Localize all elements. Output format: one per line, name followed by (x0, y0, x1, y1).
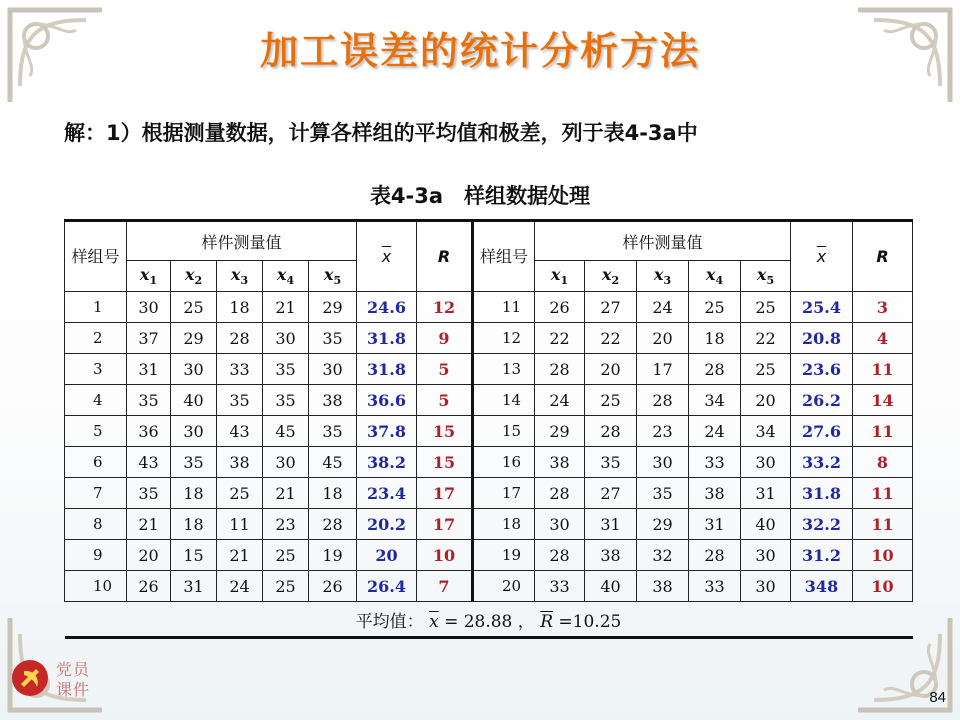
measurement-cell: 25 (585, 385, 637, 416)
measurement-cell: 43 (217, 416, 263, 447)
summary-row (65, 602, 913, 638)
measurement-cell: 18 (217, 292, 263, 323)
measurement-cell: 26 (309, 571, 357, 602)
header-range-left: R (417, 221, 473, 292)
measurement-cell: 19 (309, 540, 357, 571)
measurement-cell: 22 (585, 323, 637, 354)
table-row (65, 292, 913, 323)
measurement-cell: 35 (127, 385, 171, 416)
measurement-cell: 28 (309, 509, 357, 540)
summary-cell (65, 602, 913, 638)
header-var-x2: $x_2$ (585, 261, 637, 292)
measurement-cell: 31 (171, 571, 217, 602)
measurement-cell: 30 (263, 323, 309, 354)
summary-label: 平均值： (355, 611, 424, 632)
range-cell: 10 (417, 540, 473, 571)
mean-cell: 348 (791, 571, 853, 602)
page-number: 84 (929, 689, 946, 706)
measurement-cell: 24 (535, 385, 585, 416)
range-cell: 9 (417, 323, 473, 354)
measurement-cell: 28 (535, 540, 585, 571)
measurement-cell: 11 (217, 509, 263, 540)
measurement-cell: 25 (689, 292, 741, 323)
group-id-cell: 17 (473, 478, 535, 509)
measurement-cell: 35 (127, 478, 171, 509)
summary-xbar-symbol: $\overline{x}$ (429, 611, 439, 632)
range-cell: 10 (853, 571, 913, 602)
measurement-cell: 34 (689, 385, 741, 416)
measurement-cell: 22 (535, 323, 585, 354)
header-var-x1: $x_1$ (127, 261, 171, 292)
measurement-cell: 35 (309, 416, 357, 447)
measurement-cell: 15 (171, 540, 217, 571)
mean-cell: 25.4 (791, 292, 853, 323)
measurement-cell: 40 (171, 385, 217, 416)
sample-data-table (64, 219, 913, 639)
range-cell: 7 (417, 571, 473, 602)
range-cell: 5 (417, 354, 473, 385)
group-id-cell: 6 (65, 447, 127, 478)
measurement-cell: 25 (171, 292, 217, 323)
group-id-cell: 20 (473, 571, 535, 602)
measurement-cell: 35 (263, 385, 309, 416)
measurement-cell: 40 (741, 509, 791, 540)
mean-cell: 27.6 (791, 416, 853, 447)
measurement-cell: 21 (263, 478, 309, 509)
measurement-cell: 33 (217, 354, 263, 385)
measurement-cell: 33 (535, 571, 585, 602)
measurement-cell: 30 (741, 571, 791, 602)
measurement-cell: 35 (217, 385, 263, 416)
measurement-cell: 38 (309, 385, 357, 416)
summary-r-value: =10.25 (558, 611, 622, 632)
table-row (65, 385, 913, 416)
summary-separator: ， (517, 611, 535, 632)
mean-cell: 31.2 (791, 540, 853, 571)
table-row (65, 354, 913, 385)
header-var-x1: $x_1$ (535, 261, 585, 292)
group-id-cell: 16 (473, 447, 535, 478)
group-id-cell: 4 (65, 385, 127, 416)
party-emblem-icon (10, 658, 50, 698)
measurement-cell: 38 (637, 571, 689, 602)
table-caption: 表4-3a 样组数据处理 (369, 184, 591, 208)
measurement-cell: 30 (535, 509, 585, 540)
group-id-cell: 18 (473, 509, 535, 540)
header-measure-right: 样件测量值 (535, 221, 791, 261)
mean-cell: 26.2 (791, 385, 853, 416)
measurement-cell: 32 (637, 540, 689, 571)
measurement-cell: 35 (309, 323, 357, 354)
measurement-cell: 45 (309, 447, 357, 478)
measurement-cell: 29 (309, 292, 357, 323)
measurement-cell: 30 (741, 447, 791, 478)
group-id-cell: 3 (65, 354, 127, 385)
measurement-cell: 18 (309, 478, 357, 509)
header-group-left: 样组号 (65, 221, 127, 292)
measurement-cell: 31 (127, 354, 171, 385)
summary-r-symbol: $\overline{R}$ (540, 611, 554, 632)
intro-text: 解：1）根据测量数据，计算各样组的平均值和极差，列于表4-3a中 (64, 121, 698, 145)
mean-cell: 33.2 (791, 447, 853, 478)
group-id-cell: 15 (473, 416, 535, 447)
mean-cell: 20.8 (791, 323, 853, 354)
measurement-cell: 30 (171, 416, 217, 447)
measurement-cell: 45 (263, 416, 309, 447)
measurement-cell: 30 (263, 447, 309, 478)
header-mean-right: $\overline{x}$ (791, 221, 853, 292)
measurement-cell: 25 (263, 571, 309, 602)
range-cell: 15 (417, 447, 473, 478)
range-cell: 14 (853, 385, 913, 416)
slide-title: 加工误差的统计分析方法 (259, 29, 700, 73)
range-cell: 3 (853, 292, 913, 323)
measurement-cell: 38 (585, 540, 637, 571)
measurement-cell: 28 (217, 323, 263, 354)
measurement-cell: 25 (741, 292, 791, 323)
measurement-cell: 24 (689, 416, 741, 447)
group-id-cell: 2 (65, 323, 127, 354)
measurement-cell: 31 (741, 478, 791, 509)
measurement-cell: 25 (263, 540, 309, 571)
mean-cell: 36.6 (357, 385, 417, 416)
table-row (65, 447, 913, 478)
range-cell: 11 (853, 416, 913, 447)
measurement-cell: 20 (127, 540, 171, 571)
summary-xbar-value: = 28.88 (444, 611, 513, 632)
mean-cell: 23.6 (791, 354, 853, 385)
measurement-cell: 37 (127, 323, 171, 354)
measurement-cell: 30 (637, 447, 689, 478)
measurement-cell: 27 (585, 478, 637, 509)
range-cell: 17 (417, 509, 473, 540)
mean-cell: 32.2 (791, 509, 853, 540)
header-var-x4: $x_4$ (263, 261, 309, 292)
measurement-cell: 18 (171, 478, 217, 509)
measurement-cell: 29 (637, 509, 689, 540)
measurement-cell: 31 (585, 509, 637, 540)
mean-cell: 24.6 (357, 292, 417, 323)
group-id-cell: 11 (473, 292, 535, 323)
range-cell: 12 (417, 292, 473, 323)
range-cell: 15 (417, 416, 473, 447)
measurement-cell: 20 (741, 385, 791, 416)
header-mean-left: $\overline{x}$ (357, 221, 417, 292)
range-cell: 10 (853, 540, 913, 571)
table-row (65, 478, 913, 509)
mean-cell: 37.8 (357, 416, 417, 447)
group-id-cell: 8 (65, 509, 127, 540)
badge-text: 党员课件 (56, 660, 91, 699)
mean-cell: 31.8 (791, 478, 853, 509)
measurement-cell: 17 (637, 354, 689, 385)
group-id-cell: 5 (65, 416, 127, 447)
range-cell: 5 (417, 385, 473, 416)
measurement-cell: 30 (171, 354, 217, 385)
measurement-cell: 20 (637, 323, 689, 354)
table-row (65, 323, 913, 354)
measurement-cell: 40 (585, 571, 637, 602)
measurement-cell: 24 (217, 571, 263, 602)
header-measure-left: 样件测量值 (127, 221, 357, 261)
range-cell: 11 (853, 354, 913, 385)
header-range-right: R (853, 221, 913, 292)
measurement-cell: 21 (263, 292, 309, 323)
mean-cell: 20.2 (357, 509, 417, 540)
group-id-cell: 1 (65, 292, 127, 323)
measurement-cell: 20 (585, 354, 637, 385)
measurement-cell: 21 (217, 540, 263, 571)
measurement-cell: 18 (171, 509, 217, 540)
measurement-cell: 31 (689, 509, 741, 540)
header-var-x5: $x_5$ (309, 261, 357, 292)
measurement-cell: 35 (585, 447, 637, 478)
range-cell: 4 (853, 323, 913, 354)
measurement-cell: 22 (741, 323, 791, 354)
mean-cell: 31.8 (357, 354, 417, 385)
range-cell: 17 (417, 478, 473, 509)
range-cell: 8 (853, 447, 913, 478)
measurement-cell: 26 (535, 292, 585, 323)
measurement-cell: 28 (689, 354, 741, 385)
measurement-cell: 24 (637, 292, 689, 323)
measurement-cell: 33 (689, 571, 741, 602)
measurement-cell: 30 (127, 292, 171, 323)
measurement-cell: 38 (217, 447, 263, 478)
range-cell: 11 (853, 509, 913, 540)
mean-cell: 38.2 (357, 447, 417, 478)
group-id-cell: 14 (473, 385, 535, 416)
measurement-cell: 28 (535, 354, 585, 385)
measurement-cell: 23 (637, 416, 689, 447)
measurement-cell: 25 (217, 478, 263, 509)
measurement-cell: 28 (535, 478, 585, 509)
measurement-cell: 34 (741, 416, 791, 447)
table-row (65, 571, 913, 602)
measurement-cell: 35 (171, 447, 217, 478)
measurement-cell: 28 (637, 385, 689, 416)
mean-cell: 31.8 (357, 323, 417, 354)
group-id-cell: 10 (65, 571, 127, 602)
measurement-cell: 38 (535, 447, 585, 478)
header-var-x3: $x_3$ (637, 261, 689, 292)
measurement-cell: 38 (689, 478, 741, 509)
measurement-cell: 36 (127, 416, 171, 447)
measurement-cell: 23 (263, 509, 309, 540)
header-var-x3: $x_3$ (217, 261, 263, 292)
measurement-cell: 26 (127, 571, 171, 602)
measurement-cell: 33 (689, 447, 741, 478)
measurement-cell: 30 (309, 354, 357, 385)
group-id-cell: 7 (65, 478, 127, 509)
group-id-cell: 12 (473, 323, 535, 354)
measurement-cell: 18 (689, 323, 741, 354)
measurement-cell: 28 (585, 416, 637, 447)
measurement-cell: 28 (689, 540, 741, 571)
measurement-cell: 35 (637, 478, 689, 509)
group-id-cell: 13 (473, 354, 535, 385)
group-id-cell: 19 (473, 540, 535, 571)
group-id-cell: 9 (65, 540, 127, 571)
mean-cell: 26.4 (357, 571, 417, 602)
table-row (65, 416, 913, 447)
table-row (65, 540, 913, 571)
measurement-cell: 29 (535, 416, 585, 447)
mean-cell: 23.4 (357, 478, 417, 509)
measurement-cell: 29 (171, 323, 217, 354)
measurement-cell: 30 (741, 540, 791, 571)
header-var-x4: $x_4$ (689, 261, 741, 292)
range-cell: 11 (853, 478, 913, 509)
measurement-cell: 21 (127, 509, 171, 540)
header-var-x5: $x_5$ (741, 261, 791, 292)
mean-cell: 20 (357, 540, 417, 571)
measurement-cell: 25 (741, 354, 791, 385)
header-group-right: 样组号 (473, 221, 535, 292)
measurement-cell: 35 (263, 354, 309, 385)
measurement-cell: 43 (127, 447, 171, 478)
table-row (65, 509, 913, 540)
measurement-cell: 27 (585, 292, 637, 323)
header-var-x2: $x_2$ (171, 261, 217, 292)
